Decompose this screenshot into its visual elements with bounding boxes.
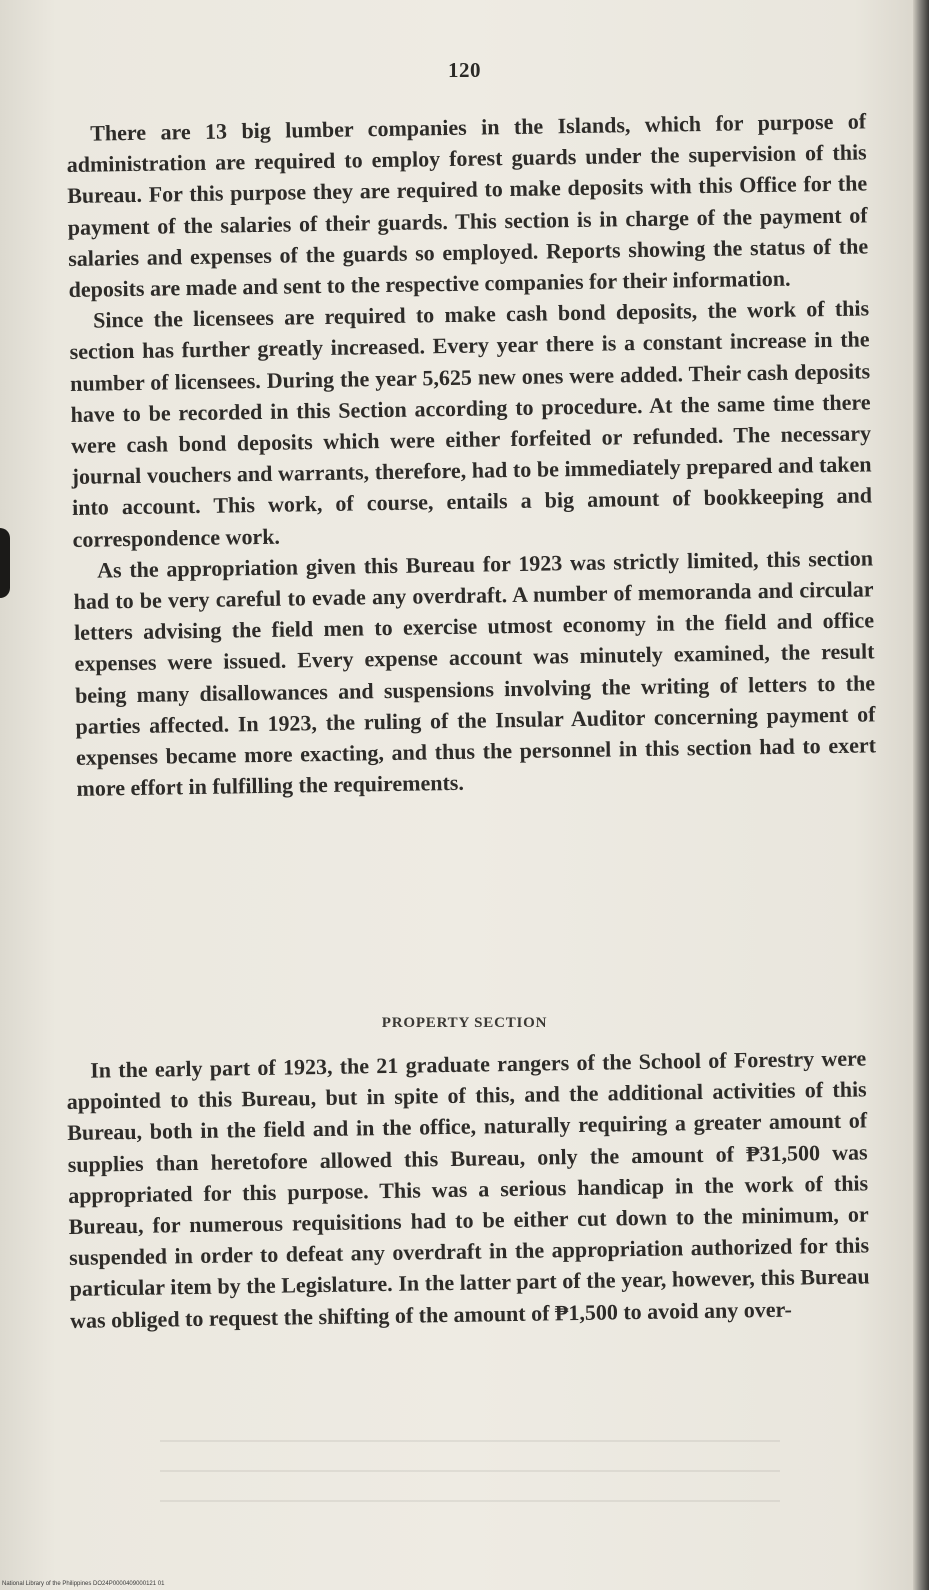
page-number: 120 <box>448 58 481 82</box>
page-edge-shadow <box>913 0 929 1590</box>
body-text-bottom <box>66 1042 870 1335</box>
section-heading: PROPERTY SECTION <box>381 1015 548 1031</box>
bleed-through-text <box>160 1440 780 1510</box>
archive-footer-note: National Library of the Philippines DO24P0000409000121 01 <box>2 1581 165 1587</box>
paragraph-licensees: Since the licensees are required to make cash bond deposits, the work of this section has further greatly increased. Every year there is a constant increase in the number of licensees. During the year 5,625 new ones were added. Their cash deposits have to be recorded in this Section according to procedure. At the same time there were cash bond deposits which were either forfeited or refunded. The necessary journal vouchers and warrants, therefore, had to be immediately prepared and taken into account. This work, of course, entails a big amount of bookkeeping and correspondence work. <box>69 295 873 552</box>
paragraph-property-section: In the early part of 1923, the 21 graduate rangers of the School of Forestry were appointed to this Bureau, but in spite of this, and the additional activities of this Bureau, both in the field and in the office, naturally requiring a greater amount of supplies than heretofore allowed this Bureau, only the amount of ₱31,500 was appropriated for this purpose. This was a serious handicap in the work of this Bureau, for numerous requisitions had to be either cut down to the minimum, or suspended in order to defeat any overdraft in the appropriation authorized for this particular item by the Legislature. In the latter part of the year, however, this Bureau was obliged to request the shifting of the amount of ₱1,500 to avoid any over- <box>66 1045 870 1333</box>
body-text-top <box>66 105 877 804</box>
paragraph-appropriation: As the appropriation given this Bureau for 1923 was strictly limited, this section had to be very careful to evade any overdraft. A number of memoranda and circular letters advising the field men to exercise utmost economy in the field and office expenses were issued. Every expense account was minutely examined, the result being many disallowances and suspensions involving the writing of letters to the parties affected. In 1923, the ruling of the Insular Auditor concerning payment of expenses became more exacting, and thus the personnel in this section had to exert more effort in fulfilling the requirements. <box>73 545 877 802</box>
binding-hole <box>0 528 10 598</box>
paragraph-lumber-companies: There are 13 big lumber companies in the Islands, which for purpose of administration are required to employ forest guards under the supervision of this Bureau. For this purpose they are required to make deposits with this Office for the payment of the salaries of their guards. This section is in charge of the payment of salaries and expenses of the guards so employed. Reports showing the status of the deposits are made and sent to the respective companies for their information. <box>66 108 869 302</box>
